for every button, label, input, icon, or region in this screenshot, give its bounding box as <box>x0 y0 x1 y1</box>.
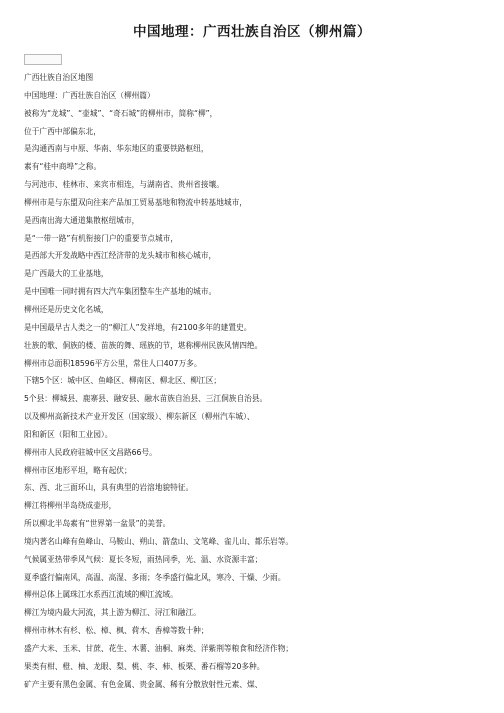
text-line: 柳州市区地形平坦，略有起伏； <box>24 465 132 475</box>
text-line: 盛产大米、玉米、甘蔗、花生、木薯、油桐、麻类、洋紫荆等粮食和经济作物； <box>24 644 294 653</box>
text-line: 壮族的歌、侗族的楼、苗族的舞、瑶族的节，堪称柳州民族风情四绝。 <box>24 340 263 350</box>
text-line: 柳江为境内最大河流，其上游为柳江、浔江和融江。 <box>24 608 201 618</box>
text-line: 以及柳州高新技术产业开发区（国家级）、柳东新区（柳州汽车城）、 <box>24 412 255 422</box>
text-line: 果类有柑、橙、柚、龙眼、梨、桃、李、柿、板栗、番石榴等20多种。 <box>24 661 265 671</box>
text-line: 柳州市林木有杉、松、樟、枫、荷木、香樟等数十种； <box>24 626 209 636</box>
text-line: 柳州总体上属珠江水系西江流域的柳江流域。 <box>24 590 178 600</box>
text-line: 柳江将柳州半岛绕成壶形， <box>24 501 117 511</box>
map-image-placeholder <box>24 54 62 65</box>
text-line: 被称为“龙城”、“壶城”、“奇石城”的柳州市，简称“柳”， <box>24 108 218 118</box>
text-line: 矿产主要有黑色金属、有色金属、贵金属、稀有分散放射性元素、煤、 <box>24 679 263 689</box>
text-line: 是中国唯一同时拥有四大汽车集团整车生产基地的城市。 <box>24 287 217 297</box>
text-line: 位于广西中部偏东北， <box>24 126 101 136</box>
text-line: 气候属亚热带季风气候：夏长冬短，雨热同季，光、温、水资源丰富； <box>24 554 263 564</box>
text-line: 是中国最早古人类之一的“柳江人”发祥地，有2100多年的建置史。 <box>24 322 252 332</box>
text-line: 所以柳北半岛素有“世界第一盆景”的美誉。 <box>24 519 171 529</box>
text-line: 是“一带一路”有机衔接门户的重要节点城市， <box>24 233 179 243</box>
text-line: 素有“桂中商埠”之称。 <box>24 162 102 172</box>
document-title: 中国地理：广西壮族自治区（柳州篇） <box>133 24 371 40</box>
text-line: 柳州还是历史文化名城， <box>24 304 109 314</box>
text-line: 阳和新区（阳和工业园）。 <box>24 429 113 439</box>
text-line: 是沟通西南与中原、华南、华东地区的重要铁路枢纽， <box>24 144 209 154</box>
document-body <box>24 69 484 694</box>
text-line: 中国地理：广西壮族自治区（柳州篇） <box>24 90 155 100</box>
text-line: 是西南出海大通道集散枢纽城市， <box>24 215 140 225</box>
text-line: 柳州市是与东盟双向往来产品加工贸易基地和物流中转基地城市， <box>24 197 247 207</box>
text-line: 下辖5个区：城中区、鱼峰区、柳南区、柳北区、柳江区； <box>24 376 222 386</box>
text-line: 柳州市人民政府驻城中区文昌路66号。 <box>24 447 157 457</box>
text-line: 与河池市、桂林市、来宾市相连，与湖南省、贵州省接壤。 <box>24 180 224 190</box>
text-line: 是西部大开发战略中西江经济带的龙头城市和核心城市， <box>24 251 217 261</box>
text-line: 境内著名山峰有鱼峰山、马鞍山、朔山、箭盘山、文笔峰、雀儿山、都乐岩等。 <box>24 536 294 546</box>
text-line: 柳州市总面积18596平方公里，常住人口407万多。 <box>24 358 202 368</box>
text-line: 是广西最大的工业基地， <box>24 269 109 279</box>
text-line: 5个县：柳城县、鹿寨县、融安县、融水苗族自治县、三江侗族自治县。 <box>24 394 268 404</box>
text-line: 广西壮族自治区地图 <box>24 73 94 82</box>
text-line: 夏季盛行偏南风，高温、高湿、多雨；冬季盛行偏北风，寒冷、干燥、少雨。 <box>24 572 286 582</box>
text-line: 东、西、北三面环山，具有典型的岩溶地貌特征。 <box>24 483 194 493</box>
